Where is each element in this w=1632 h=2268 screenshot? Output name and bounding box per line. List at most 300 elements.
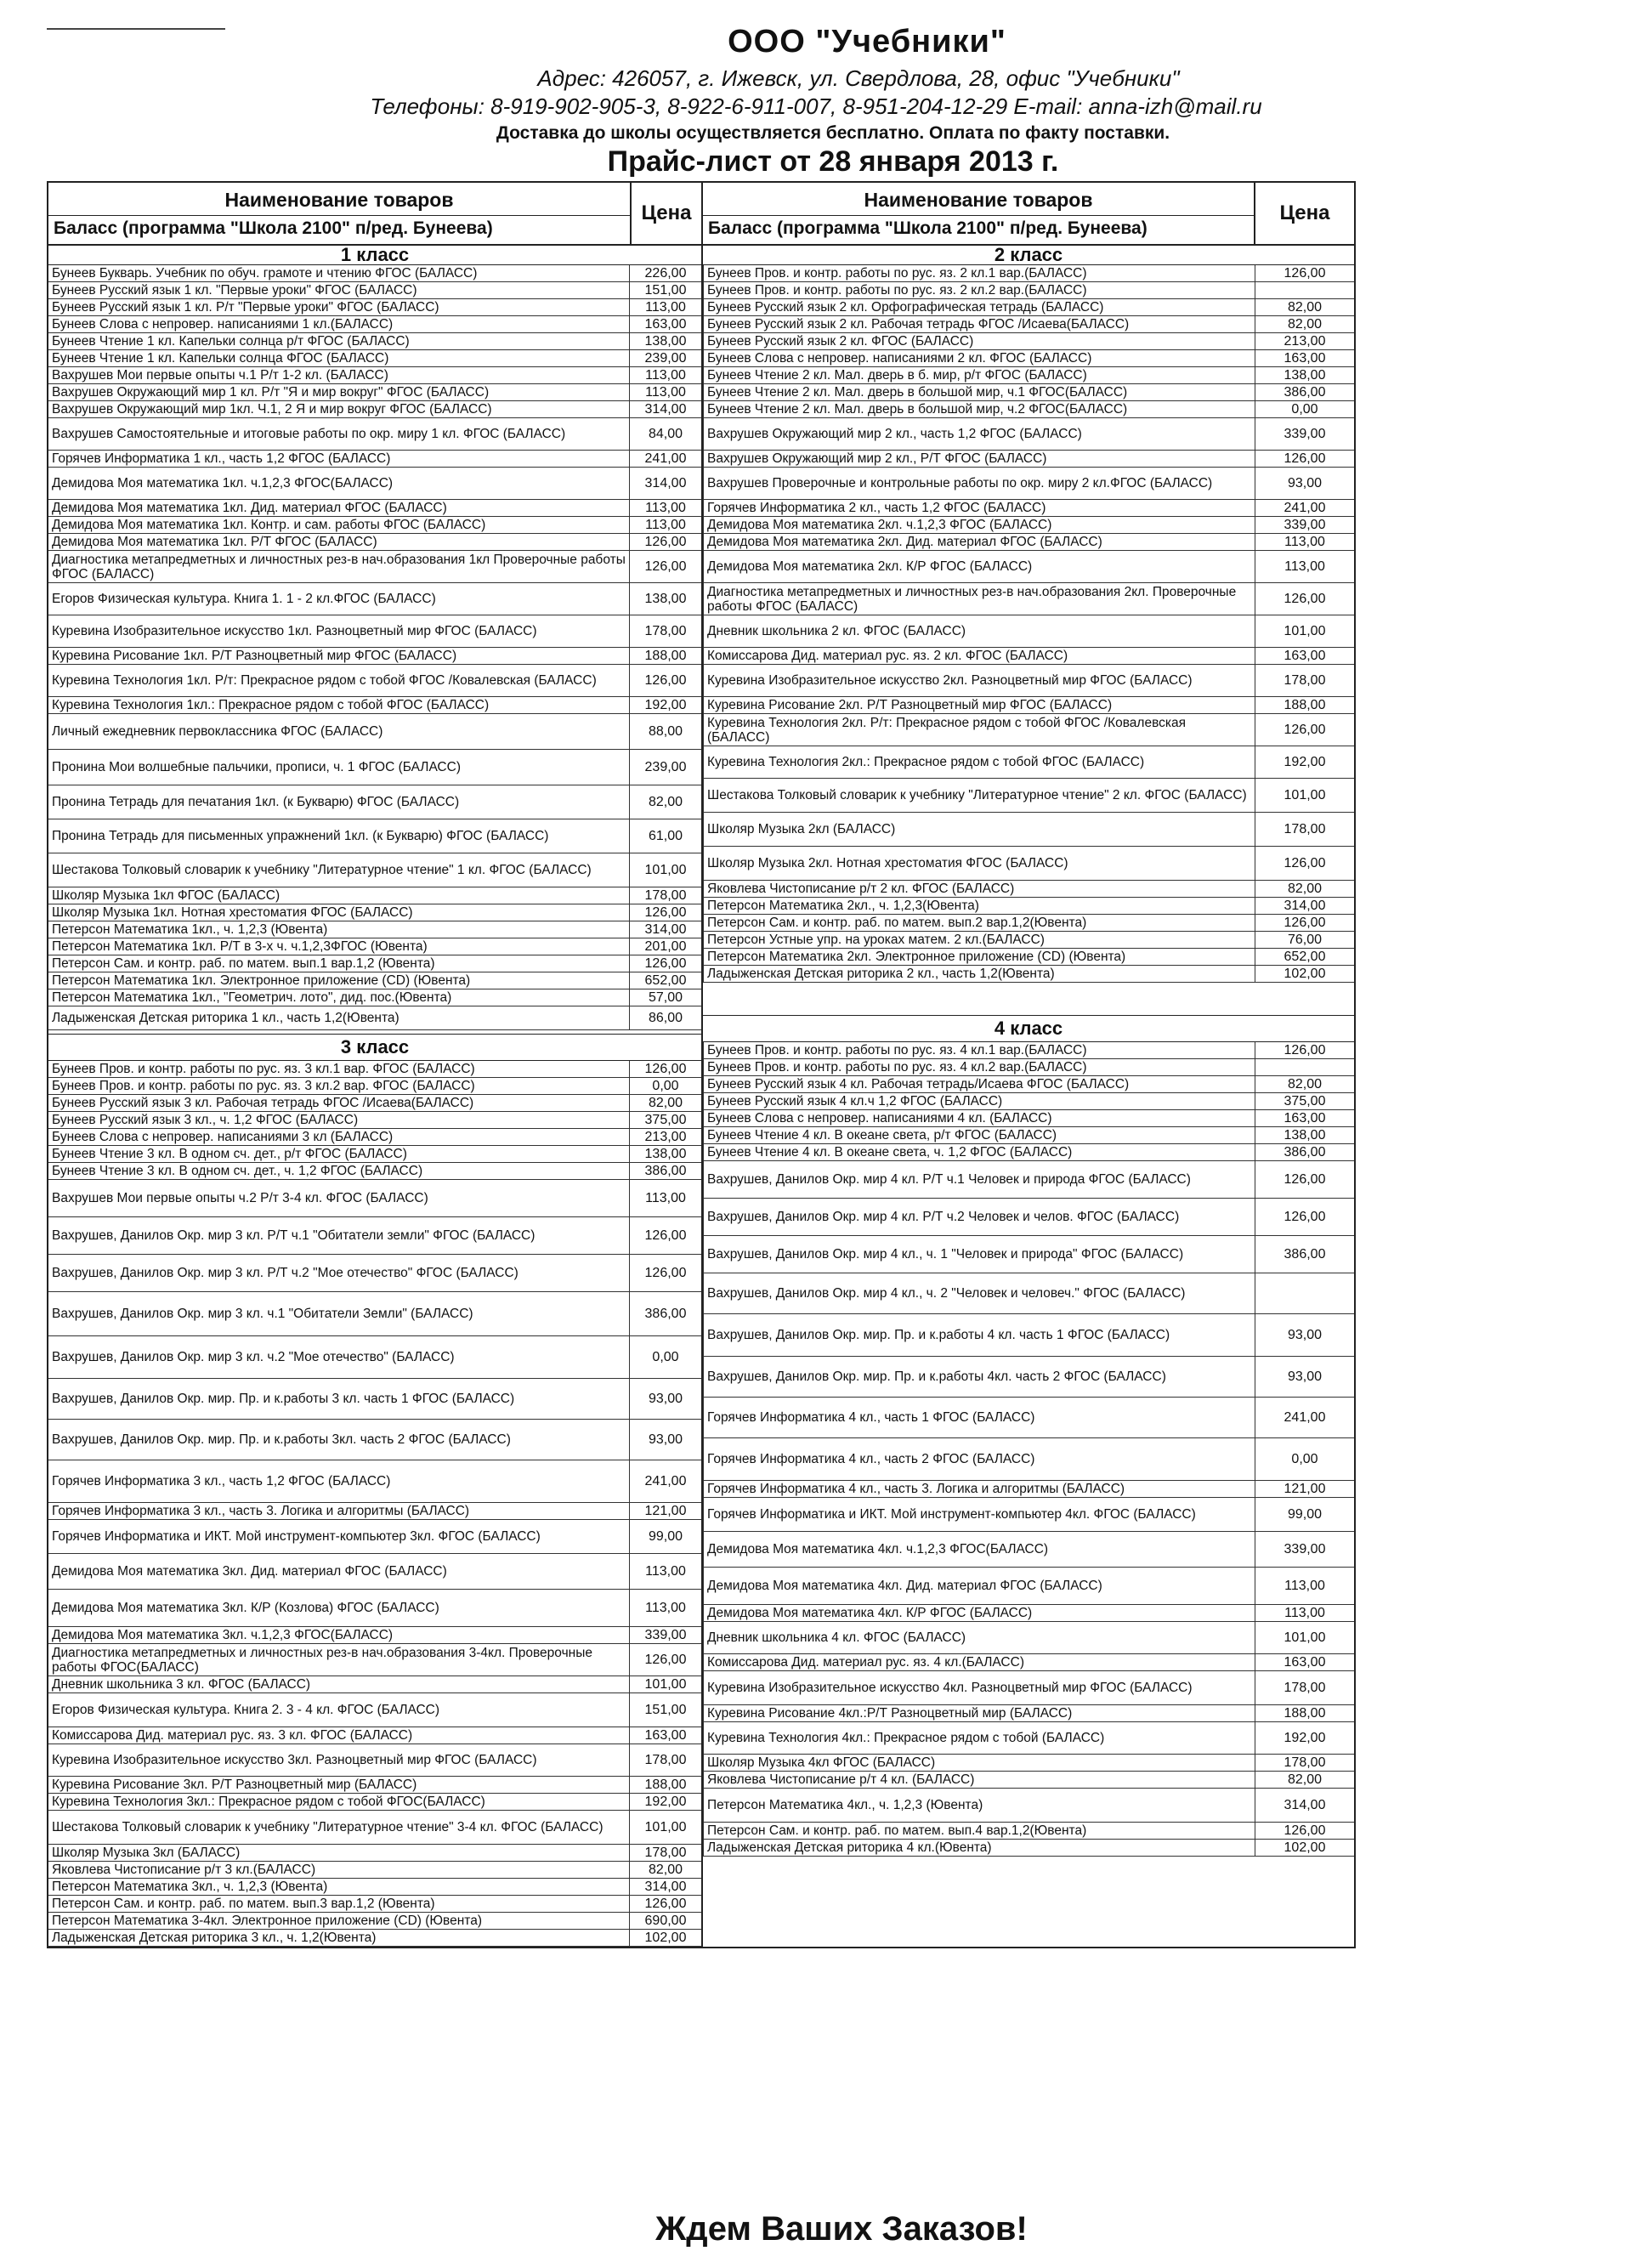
item-price: 102,00 [644, 1930, 687, 1945]
table-row [48, 1078, 701, 1095]
item-name: Вахрушев Окружающий мир 1 кл. Р/т "Я и мир вокруг" ФГОС (БАЛАСС) [48, 384, 630, 400]
table-row [48, 1217, 701, 1255]
item-name: Вахрушев, Данилов Окр. мир. Пр. и к.работы 3 кл. часть 1 ФГОС (БАЛАСС) [48, 1379, 630, 1419]
table-row [48, 989, 701, 1006]
item-name: Демидова Моя математика 2кл. ч.1,2,3 ФГОС (БАЛАСС) [703, 517, 1255, 533]
table-row [703, 813, 1354, 847]
table-row [703, 1481, 1354, 1498]
item-name: Куревина Технология 3кл.: Прекрасное рядом с тобой ФГОС(БАЛАСС) [48, 1794, 630, 1810]
item-price: 192,00 [1284, 754, 1326, 769]
table-row [703, 1438, 1354, 1481]
item-price: 82,00 [1287, 881, 1323, 896]
table-row [703, 746, 1354, 779]
item-price: 113,00 [645, 1600, 686, 1615]
table-row [703, 418, 1354, 451]
item-name: Бунеев Русский язык 3 кл. Рабочая тетрадь ФГОС /Исаева(БАЛАСС) [48, 1095, 630, 1111]
item-price: 652,00 [644, 972, 687, 988]
item-name: Демидова Моя математика 4кл. К/Р ФГОС (БАЛАСС) [703, 1605, 1255, 1621]
table-row [703, 1654, 1354, 1671]
item-name: Яковлева Чистописание р/т 4 кл. (БАЛАСС) [703, 1772, 1255, 1788]
item-name: Петерсон Математика 2кл., ч. 1,2,3(Ювента) [703, 898, 1255, 914]
item-name: Горячев Информатика 1 кл., часть 1,2 ФГОС (БАЛАСС) [48, 451, 630, 467]
item-name: Вахрушев, Данилов Окр. мир 4 кл., ч. 2 "Человек и человеч." ФГОС (БАЛАСС) [703, 1273, 1255, 1313]
item-name: Куревина Технология 1кл. Р/т: Прекрасное рядом с тобой ФГОС /Ковалевская (БАЛАСС) [48, 665, 630, 696]
item-price: 178,00 [644, 623, 687, 638]
item-name: Петерсон Математика 3-4кл. Электронное приложение (CD) (Ювента) [48, 1913, 630, 1929]
item-price: 0,00 [1291, 401, 1318, 417]
table-row [48, 316, 701, 333]
grade-3-rows [48, 1061, 701, 1947]
item-price: 386,00 [1284, 1144, 1326, 1160]
item-name: Дневник школьника 3 кл. ФГОС (БАЛАСС) [48, 1676, 630, 1692]
item-name: Вахрушев Окружающий мир 2 кл., Р/Т ФГОС (БАЛАСС) [703, 451, 1255, 467]
item-price: 163,00 [644, 316, 687, 332]
table-row [703, 1273, 1354, 1314]
item-price: 314,00 [1284, 898, 1326, 913]
table-row [48, 1644, 701, 1676]
item-price: 126,00 [644, 558, 687, 574]
table-row [703, 451, 1354, 468]
table-row [48, 1129, 701, 1146]
left-price-header [632, 183, 703, 244]
item-price: 93,00 [1287, 1369, 1323, 1384]
item-price: 178,00 [644, 1752, 687, 1767]
table-row [48, 384, 701, 401]
item-price: 163,00 [644, 1727, 687, 1743]
item-price: 126,00 [1284, 1042, 1326, 1057]
item-price: 113,00 [645, 367, 686, 383]
table-row [703, 583, 1354, 615]
item-price: 226,00 [644, 265, 687, 281]
item-price: 241,00 [1284, 1409, 1326, 1425]
table-row [703, 1705, 1354, 1722]
item-name: Вахрушев, Данилов Окр. мир. Пр. и к.работы 4 кл. часть 1 ФГОС (БАЛАСС) [703, 1314, 1255, 1356]
item-price: 690,00 [644, 1913, 687, 1928]
item-price: 386,00 [1284, 384, 1326, 400]
item-name: Куревина Изобразительное искусство 1кл. Разноцветный мир ФГОС (БАЛАСС) [48, 615, 630, 647]
item-name: Демидова Моя математика 2кл. Дид. материал ФГОС (БАЛАСС) [703, 534, 1255, 550]
table-row [48, 500, 701, 517]
item-name: Комиссарова Дид. материал рус. яз. 4 кл.(БАЛАСС) [703, 1654, 1255, 1670]
item-name: Вахрушев, Данилов Окр. мир 3 кл. ч.2 "Мое отечество" (БАЛАСС) [48, 1336, 630, 1378]
left-price-label: Цена [641, 201, 692, 224]
table-row [48, 1460, 701, 1503]
item-price: 126,00 [644, 955, 687, 971]
item-name: Вахрушев Проверочные и контрольные работы по окр. миру 2 кл.ФГОС (БАЛАСС) [703, 468, 1255, 499]
item-name: Диагностика метапредметных и личностных рез-в нач.образования 3-4кл. Проверочные работы ФГОС(БАЛАСС) [48, 1644, 630, 1675]
table-row [48, 1336, 701, 1379]
item-price: 386,00 [1284, 1246, 1326, 1262]
item-price [1255, 282, 1354, 298]
table-row [48, 938, 701, 955]
item-price: 113,00 [645, 384, 686, 400]
item-price: 314,00 [644, 1879, 687, 1894]
item-name: Петерсон Сам. и контр. раб. по матем. вып.3 вар.1,2 (Ювента) [48, 1896, 630, 1912]
table-row [48, 955, 701, 972]
table-row [703, 615, 1354, 648]
item-name: Вахрушев, Данилов Окр. мир. Пр. и к.работы 4кл. часть 2 ФГОС (БАЛАСС) [703, 1357, 1255, 1397]
item-price: 126,00 [644, 534, 687, 549]
item-price: 126,00 [644, 1896, 687, 1911]
item-name: Горячев Информатика 2 кл., часть 1,2 ФГОС (БАЛАСС) [703, 500, 1255, 516]
grade-1-rows [48, 265, 701, 1030]
table-row [48, 1095, 701, 1112]
item-price: 178,00 [1284, 1755, 1326, 1770]
table-row [48, 583, 701, 615]
item-name: Вахрушев Окружающий мир 2 кл., часть 1,2 ФГОС (БАЛАСС) [703, 418, 1255, 450]
table-row [48, 1590, 701, 1627]
table-row [703, 534, 1354, 551]
item-name: Школяр Музыка 1кл. Нотная хрестоматия ФГОС (БАЛАСС) [48, 904, 630, 921]
table-row [48, 1727, 701, 1744]
left-name-header [48, 183, 632, 244]
table-row [703, 265, 1354, 282]
table-row [48, 1112, 701, 1129]
table-row [703, 1605, 1354, 1622]
right-price-label: Цена [1279, 201, 1330, 224]
item-price: 188,00 [1284, 1705, 1326, 1721]
grade-4-rows [703, 1042, 1354, 1857]
item-price: 213,00 [1284, 333, 1326, 349]
item-name: Бунеев Слова с непровер. написаниями 2 кл. ФГОС (БАЛАСС) [703, 350, 1255, 366]
item-price: 102,00 [1284, 966, 1326, 981]
item-name: Вахрушев, Данилов Окр. мир 3 кл. Р/Т ч.2 "Мое отечество" ФГОС (БАЛАСС) [48, 1255, 630, 1291]
item-price: 151,00 [644, 282, 687, 298]
closing-slogan: Ждем Ваших Заказов! [655, 2210, 1028, 2248]
item-price: 126,00 [644, 1228, 687, 1243]
table-row [48, 1420, 701, 1460]
item-name: Горячев Информатика 3 кл., часть 3. Логика и алгоритмы (БАЛАСС) [48, 1503, 630, 1519]
item-price: 101,00 [644, 862, 687, 877]
table-row [703, 1755, 1354, 1772]
table-row [48, 1180, 701, 1217]
table-row [703, 1076, 1354, 1093]
table-row [703, 648, 1354, 665]
table-row [48, 1896, 701, 1913]
item-price: 57,00 [648, 989, 683, 1005]
item-price: 0,00 [1291, 1451, 1318, 1466]
grade-2-rows [703, 265, 1354, 983]
item-price: 82,00 [1287, 1772, 1323, 1787]
item-name: Бунеев Чтение 4 кл. В океане света, р/т ФГОС (БАЛАСС) [703, 1127, 1255, 1143]
table-row [48, 1627, 701, 1644]
item-price: 178,00 [644, 887, 687, 903]
table-row [48, 1255, 701, 1292]
item-name: Горячев Информатика и ИКТ. Мой инструмент-компьютер 3кл. ФГОС (БАЛАСС) [48, 1520, 630, 1553]
item-price: 93,00 [1287, 475, 1323, 490]
table-row [48, 1520, 701, 1554]
table-row [48, 1503, 701, 1520]
item-price: 126,00 [1284, 1171, 1326, 1187]
table-row [703, 1772, 1354, 1789]
item-name: Школяр Музыка 3кл (БАЛАСС) [48, 1845, 630, 1861]
table-row [48, 468, 701, 500]
table-row [48, 534, 701, 551]
table-row [48, 1554, 701, 1590]
table-row [48, 714, 701, 750]
item-name: Дневник школьника 4 кл. ФГОС (БАЛАСС) [703, 1622, 1255, 1653]
item-price: 126,00 [644, 904, 687, 920]
table-row [48, 1292, 701, 1336]
item-price: 314,00 [644, 475, 687, 490]
table-row [48, 1811, 701, 1845]
table-row [48, 1006, 701, 1030]
table-row [703, 1110, 1354, 1127]
table-row [48, 350, 701, 367]
item-name: Комиссарова Дид. материал рус. яз. 3 кл. ФГОС (БАЛАСС) [48, 1727, 630, 1744]
table-row [703, 847, 1354, 881]
item-price: 178,00 [1284, 1680, 1326, 1695]
item-name: Петерсон Математика 1кл. Р/Т в 3-х ч. ч.1,2,3ФГОС (Ювента) [48, 938, 630, 955]
item-price: 82,00 [648, 1095, 683, 1110]
item-name: Бунеев Слова с непровер. написаниями 1 кл.(БАЛАСС) [48, 316, 630, 332]
item-price: 113,00 [1284, 1605, 1325, 1620]
item-name: Петерсон Математика 3кл., ч. 1,2,3 (Ювента) [48, 1879, 630, 1895]
item-price: 192,00 [644, 1794, 687, 1809]
table-row [48, 785, 701, 819]
table-row [703, 1568, 1354, 1605]
table-row [703, 384, 1354, 401]
item-name: Бунеев Чтение 1 кл. Капельки солнца р/т ФГОС (БАЛАСС) [48, 333, 630, 349]
left-column [48, 246, 703, 1947]
item-name: Горячев Информатика 4 кл., часть 2 ФГОС (БАЛАСС) [703, 1438, 1255, 1480]
table-row [48, 551, 701, 583]
item-name: Егоров Физическая культура. Книга 1. 1 - 2 кл.ФГОС (БАЛАСС) [48, 583, 630, 615]
item-name: Куревина Рисование 1кл. Р/Т Разноцветный мир ФГОС (БАЛАСС) [48, 648, 630, 664]
item-price: 84,00 [648, 426, 683, 441]
company-name: ООО "Учебники" [728, 24, 1006, 60]
item-name: Куревина Технология 4кл.: Прекрасное рядом с тобой (БАЛАСС) [703, 1722, 1255, 1754]
item-price: 82,00 [648, 1862, 683, 1877]
item-name: Бунеев Русский язык 1 кл. Р/т "Первые уроки" ФГОС (БАЛАСС) [48, 299, 630, 315]
item-price: 178,00 [644, 1845, 687, 1860]
table-row [703, 1622, 1354, 1654]
item-name: Бунеев Русский язык 1 кл. "Первые уроки" ФГОС (БАЛАСС) [48, 282, 630, 298]
right-column [703, 246, 1354, 1947]
table-row [703, 714, 1354, 746]
item-name: Горячев Информатика 4 кл., часть 3. Логика и алгоритмы (БАЛАСС) [703, 1481, 1255, 1497]
item-price: 178,00 [1284, 821, 1326, 836]
table-row [703, 1671, 1354, 1705]
item-name: Демидова Моя математика 4кл. Дид. материал ФГОС (БАЛАСС) [703, 1568, 1255, 1604]
right-program-label: Баласс (программа "Школа 2100" п/ред. Бунеева) [703, 215, 1254, 239]
item-price: 126,00 [644, 1061, 687, 1076]
item-name: Бунеев Чтение 3 кл. В одном сч. дет., р/т ФГОС (БАЛАСС) [48, 1146, 630, 1162]
item-name: Пронина Тетрадь для печатания 1кл. (к Букварю) ФГОС (БАЛАСС) [48, 785, 630, 819]
item-name: Бунеев Пров. и контр. работы по рус. яз. 2 кл.1 вар.(БАЛАСС) [703, 265, 1255, 281]
item-name: Демидова Моя математика 3кл. ч.1,2,3 ФГОС(БАЛАСС) [48, 1627, 630, 1643]
item-price: 163,00 [1284, 1654, 1326, 1670]
item-price: 113,00 [1284, 534, 1325, 549]
item-name: Ладыженская Детская риторика 4 кл.(Ювента) [703, 1840, 1255, 1856]
item-price: 138,00 [1284, 367, 1326, 383]
section-grade-1: 1 класс [48, 246, 701, 265]
item-name: Шестакова Толковый словарик к учебнику "Литературное чтение" 1 кл. ФГОС (БАЛАСС) [48, 853, 630, 887]
item-name: Пронина Мои волшебные пальчики, прописи, ч. 1 ФГОС (БАЛАСС) [48, 750, 630, 785]
item-price: 126,00 [1284, 265, 1326, 281]
item-price: 88,00 [648, 723, 683, 739]
item-name: Демидова Моя математика 1кл. ч.1,2,3 ФГОС(БАЛАСС) [48, 468, 630, 499]
table-row [703, 1498, 1354, 1532]
item-price: 138,00 [644, 591, 687, 606]
item-price: 102,00 [1284, 1840, 1326, 1855]
item-name: Демидова Моя математика 4кл. ч.1,2,3 ФГОС(БАЛАСС) [703, 1532, 1255, 1567]
company-phones: Телефоны: 8-919-902-905-3, 8-922-6-911-007, 8-951-204-12-29 E-mail: anna-izh@mail.ru [370, 94, 1262, 119]
item-name: Вахрушев, Данилов Окр. мир 4 кл., ч. 1 "Человек и природа" ФГОС (БАЛАСС) [703, 1236, 1255, 1273]
price-table [47, 181, 1356, 1948]
table-row [48, 1777, 701, 1794]
table-row [48, 401, 701, 418]
item-name: Вахрушев, Данилов Окр. мир 4 кл. Р/Т ч.1 Человек и природа ФГОС (БАЛАСС) [703, 1161, 1255, 1198]
company-address: Адрес: 426057, г. Ижевск, ул. Свердлова, 28, офис "Учебники" [537, 65, 1180, 91]
item-name: Ладыженская Детская риторика 1 кл., часть 1,2(Ювента) [48, 1006, 630, 1029]
item-price: 82,00 [1287, 316, 1323, 332]
item-name: Куревина Изобразительное искусство 4кл. Разноцветный мир ФГОС (БАЛАСС) [703, 1671, 1255, 1704]
item-name: Горячев Информатика 3 кл., часть 1,2 ФГОС (БАЛАСС) [48, 1460, 630, 1502]
item-price: 93,00 [1287, 1327, 1323, 1342]
item-price: 239,00 [644, 350, 687, 366]
item-price: 101,00 [644, 1819, 687, 1834]
item-name: Шестакова Толковый словарик к учебнику "Литературное чтение" 2 кл. ФГОС (БАЛАСС) [703, 779, 1255, 812]
table-row [703, 551, 1354, 583]
item-price: 101,00 [1284, 623, 1326, 638]
price-list-title: Прайс-лист от 28 января 2013 г. [607, 145, 1059, 178]
item-name: Вахрушев Мои первые опыты ч.1 Р/т 1-2 кл. (БАЛАСС) [48, 367, 630, 383]
item-name: Бунеев Пров. и контр. работы по рус. яз. 2 кл.2 вар.(БАЛАСС) [703, 282, 1255, 298]
item-name: Демидова Моя математика 2кл. К/Р ФГОС (БАЛАСС) [703, 551, 1255, 582]
item-price: 339,00 [644, 1627, 687, 1642]
item-price: 241,00 [644, 451, 687, 466]
item-name: Бунеев Русский язык 2 кл. Орфографическая тетрадь (БАЛАСС) [703, 299, 1255, 315]
item-name: Куревина Изобразительное искусство 3кл. Разноцветный мир ФГОС (БАЛАСС) [48, 1744, 630, 1776]
item-price: 82,00 [648, 794, 683, 809]
item-name: Бунеев Русский язык 3 кл., ч. 1,2 ФГОС (БАЛАСС) [48, 1112, 630, 1128]
item-name: Шестакова Толковый словарик к учебнику "Литературное чтение" 3-4 кл. ФГОС (БАЛАСС) [48, 1811, 630, 1844]
table-row [48, 1845, 701, 1862]
item-price: 113,00 [645, 500, 686, 515]
item-price: 314,00 [644, 401, 687, 417]
table-row [48, 367, 701, 384]
table-row [703, 1722, 1354, 1755]
item-price: 126,00 [1284, 855, 1326, 870]
item-price: 101,00 [1284, 1630, 1326, 1645]
table-row [48, 1146, 701, 1163]
item-price: 314,00 [1284, 1797, 1326, 1812]
table-row [703, 299, 1354, 316]
table-row [48, 853, 701, 887]
table-row [703, 350, 1354, 367]
table-row [703, 1127, 1354, 1144]
item-price: 93,00 [648, 1391, 683, 1406]
item-name: Куревина Изобразительное искусство 2кл. Разноцветный мир ФГОС (БАЛАСС) [703, 665, 1255, 696]
table-row [703, 333, 1354, 350]
table-row [703, 898, 1354, 915]
item-name: Комиссарова Дид. материал рус. яз. 2 кл. ФГОС (БАЛАСС) [703, 648, 1255, 664]
item-price: 188,00 [644, 648, 687, 663]
table-row [703, 1357, 1354, 1398]
item-price: 126,00 [1284, 722, 1326, 737]
table-row [703, 697, 1354, 714]
item-price: 163,00 [1284, 648, 1326, 663]
item-price: 99,00 [1287, 1506, 1323, 1522]
table-row [48, 418, 701, 451]
item-price: 138,00 [1284, 1127, 1326, 1143]
item-price: 126,00 [1284, 1209, 1326, 1224]
item-name: Бунеев Букварь. Учебник по обуч. грамоте и чтению ФГОС (БАЛАСС) [48, 265, 630, 281]
table-row [703, 500, 1354, 517]
table-row [703, 1199, 1354, 1236]
table-row [703, 1314, 1354, 1357]
item-price: 113,00 [1284, 558, 1325, 574]
item-name: Вахрушев, Данилов Окр. мир 3 кл. ч.1 "Обитатели Земли" (БАЛАСС) [48, 1292, 630, 1335]
item-price: 386,00 [644, 1163, 687, 1178]
table-row [48, 921, 701, 938]
item-name: Бунеев Русский язык 2 кл. Рабочая тетрадь ФГОС /Исаева(БАЛАСС) [703, 316, 1255, 332]
item-price: 138,00 [644, 1146, 687, 1161]
item-name: Бунеев Чтение 4 кл. В океане света, ч. 1,2 ФГОС (БАЛАСС) [703, 1144, 1255, 1160]
item-name: Дневник школьника 2 кл. ФГОС (БАЛАСС) [703, 615, 1255, 647]
item-name: Диагностика метапредметных и личностных рез-в нач.образования 2кл. Проверочные работы ФГОС (БАЛАСС) [703, 583, 1255, 615]
item-name: Егоров Физическая культура. Книга 2. 3 - 4 кл. ФГОС (БАЛАСС) [48, 1693, 630, 1727]
table-row [703, 1144, 1354, 1161]
table-row [48, 665, 701, 697]
item-name: Петерсон Математика 1кл., ч. 1,2,3 (Ювента) [48, 921, 630, 938]
table-row [48, 299, 701, 316]
item-name: Бунеев Русский язык 2 кл. ФГОС (БАЛАСС) [703, 333, 1255, 349]
item-name: Школяр Музыка 2кл (БАЛАСС) [703, 813, 1255, 846]
table-row [48, 1930, 701, 1947]
item-name: Яковлева Чистописание р/т 2 кл. ФГОС (БАЛАСС) [703, 881, 1255, 897]
item-name: Вахрушев, Данилов Окр. мир 4 кл. Р/Т ч.2 Человек и челов. ФГОС (БАЛАСС) [703, 1199, 1255, 1235]
table-row [48, 887, 701, 904]
item-price: 126,00 [1284, 451, 1326, 466]
table-row [703, 1532, 1354, 1568]
item-price: 151,00 [644, 1702, 687, 1717]
item-name: Демидова Моя математика 3кл. К/Р (Козлова) ФГОС (БАЛАСС) [48, 1590, 630, 1626]
item-price: 101,00 [1284, 787, 1326, 802]
item-price: 188,00 [644, 1777, 687, 1792]
table-row [703, 468, 1354, 500]
item-price: 386,00 [644, 1306, 687, 1321]
item-price: 121,00 [1284, 1481, 1326, 1496]
table-row [703, 1042, 1354, 1059]
item-name: Петерсон Математика 1кл. Электронное приложение (CD) (Ювента) [48, 972, 630, 989]
table-row [48, 1163, 701, 1180]
item-price: 652,00 [1284, 949, 1326, 964]
right-name-label: Наименование товаров [864, 188, 1093, 211]
item-name: Ладыженская Детская риторика 2 кл., часть 1,2(Ювента) [703, 966, 1255, 982]
table-row [48, 1061, 701, 1078]
item-price: 93,00 [648, 1432, 683, 1447]
item-price: 86,00 [648, 1010, 683, 1025]
item-name: Горячев Информатика и ИКТ. Мой инструмент-компьютер 4кл. ФГОС (БАЛАСС) [703, 1498, 1255, 1531]
table-row [703, 401, 1354, 418]
item-price: 314,00 [644, 921, 687, 937]
item-price: 82,00 [1287, 1076, 1323, 1091]
section-grade-4: 4 класс [703, 1015, 1354, 1042]
item-name: Бунеев Пров. и контр. работы по рус. яз. 3 кл.2 вар. ФГОС (БАЛАСС) [48, 1078, 630, 1094]
item-price: 375,00 [644, 1112, 687, 1127]
item-name: Петерсон Математика 1кл., "Геометрич. лото", дид. пос.(Ювента) [48, 989, 630, 1006]
item-price: 76,00 [1287, 932, 1323, 947]
item-name: Яковлева Чистописание р/т 3 кл.(БАЛАСС) [48, 1862, 630, 1878]
table-row [48, 1862, 701, 1879]
table-row [48, 1879, 701, 1896]
item-price: 113,00 [645, 299, 686, 315]
table-row [48, 648, 701, 665]
item-price: 192,00 [644, 697, 687, 712]
table-row [703, 932, 1354, 949]
